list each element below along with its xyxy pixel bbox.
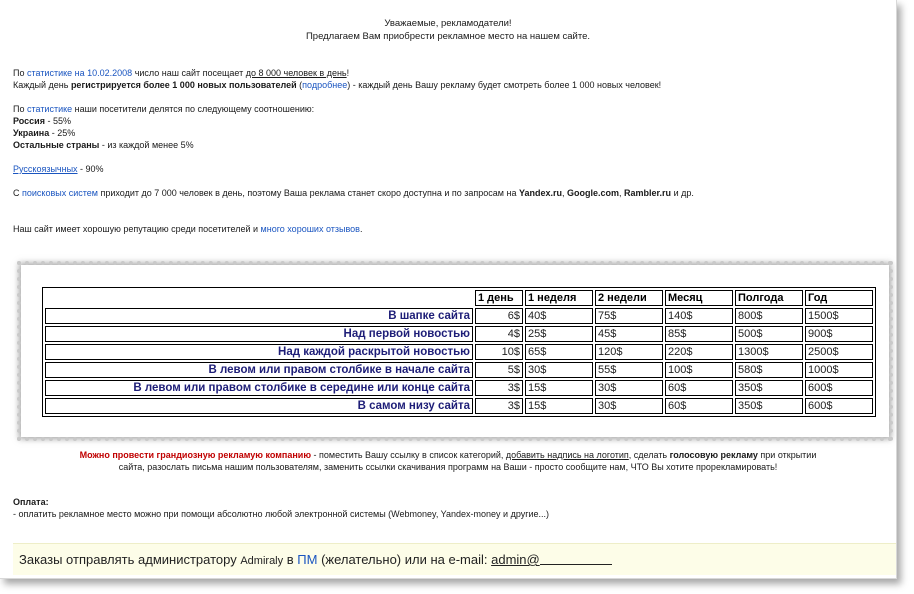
text: По xyxy=(13,104,27,114)
text: приходит до 7 000 человек в день, поэтому Ваша реклама станет скоро доступна и по запросам на xyxy=(97,188,519,198)
price-cell: 1300$ xyxy=(735,344,803,360)
campaign-line-1 xyxy=(0,449,896,461)
header-cell: Год xyxy=(805,290,873,306)
logo-caption-offer: добавить надпись на логотип xyxy=(505,450,629,460)
price-cell: 75$ xyxy=(595,308,663,324)
price-cell: 60$ xyxy=(665,380,733,396)
table-row xyxy=(45,344,873,360)
payment-heading: Оплата: xyxy=(13,497,49,507)
text: в xyxy=(283,552,298,567)
country-value: - из каждой менее 5% xyxy=(99,140,194,150)
text: . xyxy=(359,224,363,234)
statistics-link[interactable]: статистике xyxy=(26,104,73,114)
price-cell: 85$ xyxy=(665,326,733,342)
header-cell: 2 недели xyxy=(595,290,663,306)
admin-email[interactable]: admin@ xyxy=(491,552,540,567)
placement-name: В левом или правом столбике в начале сайта xyxy=(45,362,473,378)
yandex-name: Yandex.ru xyxy=(518,188,562,198)
text: и др. xyxy=(671,188,694,198)
price-table-header xyxy=(45,290,873,306)
text: - поместить Вашу ссылку в список категорий, xyxy=(311,450,506,460)
search-engines-link[interactable]: поисковых систем xyxy=(22,188,98,198)
payment-text: - оплатить рекламное место можно при помощи абсолютно любой электронной системы (Webmoney, Yandex-money и другие...) xyxy=(13,509,550,519)
reputation-line xyxy=(13,223,362,235)
statistics-date-link[interactable]: статистике на 10.02.2008 xyxy=(26,68,133,78)
country-label: Остальные страны xyxy=(13,140,100,150)
placement-name: В самом низу сайта xyxy=(45,398,473,414)
table-row xyxy=(45,380,873,396)
table-row xyxy=(45,308,873,324)
price-cell: 1500$ xyxy=(805,308,873,324)
search-engines-line xyxy=(13,187,694,199)
price-cell: 60$ xyxy=(665,398,733,414)
text: ( xyxy=(296,80,303,90)
reviews-link[interactable]: много хороших отзывов xyxy=(260,224,360,234)
country-label: Украина xyxy=(13,128,50,138)
russian-speaking xyxy=(13,163,104,175)
table-row xyxy=(45,398,873,414)
placement-name: Над каждой раскрытой новостью xyxy=(45,344,473,360)
orders-footer xyxy=(13,543,897,575)
russian-speaking-link[interactable]: Русскоязычных xyxy=(13,164,78,174)
price-cell: 100$ xyxy=(665,362,733,378)
placement-name: В левом или правом столбике в середине или конце сайта xyxy=(45,380,473,396)
text: , сделать xyxy=(628,450,670,460)
header-cell: Месяц xyxy=(665,290,733,306)
text: С xyxy=(13,188,22,198)
visitors-count: до 8 000 человек в день xyxy=(245,68,347,78)
price-cell: 40$ xyxy=(525,308,593,324)
price-cell: 15$ xyxy=(525,380,593,396)
rambler-name: Rambler.ru xyxy=(624,188,672,198)
text: наши посетители делятся по следующему соотношению: xyxy=(72,104,315,114)
price-cell: 30$ xyxy=(595,398,663,414)
text: - 90% xyxy=(77,164,104,174)
text: , xyxy=(561,188,567,198)
private-message-link[interactable]: ПМ xyxy=(297,552,318,567)
price-cell: 6$ xyxy=(475,308,523,324)
campaign-line-2: сайта, разослать письма нашим пользователям, заменить ссылки скачивания программ на Ваши - просто сообщите нам, ЧТО Вы хотите прорекламировать! xyxy=(118,462,778,472)
text: Заказы отправлять администратору xyxy=(19,552,241,567)
price-cell: 55$ xyxy=(595,362,663,378)
country-value: - 55% xyxy=(44,116,71,126)
text: , xyxy=(619,188,625,198)
email-redacted xyxy=(540,554,612,565)
price-cell: 800$ xyxy=(735,308,803,324)
text: Наш сайт имеет хорошую репутацию среди посетителей и xyxy=(13,224,261,234)
campaign-block xyxy=(0,449,896,473)
price-table xyxy=(42,287,876,417)
price-cell: 580$ xyxy=(735,362,803,378)
table-row xyxy=(45,362,873,378)
stats-line-2 xyxy=(13,79,661,91)
price-cell: 600$ xyxy=(805,380,873,396)
campaign-highlight: Можно провести грандиозную рекламую компанию xyxy=(79,450,312,460)
price-cell: 900$ xyxy=(805,326,873,342)
price-cell: 3$ xyxy=(475,398,523,414)
country-label: Россия xyxy=(13,116,45,126)
text: ! xyxy=(346,68,350,78)
registrations-bold: регистрируется более 1 000 новых пользователей xyxy=(70,80,297,90)
admin-username: Admiraly xyxy=(240,555,284,567)
voice-ad-bold: голосовую рекламу xyxy=(669,450,758,460)
placement-name: В шапке сайта xyxy=(45,308,473,324)
stats-line-1 xyxy=(13,67,349,79)
countries-intro xyxy=(13,103,314,115)
intro-greeting: Уважаемые, рекламодатели! xyxy=(384,18,512,29)
text: По xyxy=(13,68,27,78)
price-cell: 10$ xyxy=(475,344,523,360)
price-cell: 350$ xyxy=(735,398,803,414)
price-cell: 220$ xyxy=(665,344,733,360)
price-cell: 1000$ xyxy=(805,362,873,378)
price-cell: 120$ xyxy=(595,344,663,360)
table-row xyxy=(45,326,873,342)
more-details-link[interactable]: подробнее xyxy=(302,80,348,90)
placement-name: Над первой новостью xyxy=(45,326,473,342)
payment-title xyxy=(13,496,49,508)
price-cell: 2500$ xyxy=(805,344,873,360)
price-cell: 30$ xyxy=(525,362,593,378)
price-cell: 350$ xyxy=(735,380,803,396)
price-table-frame xyxy=(21,265,889,437)
text: число наш сайт посещает xyxy=(132,68,246,78)
country-value: - 25% xyxy=(49,128,76,138)
price-cell: 15$ xyxy=(525,398,593,414)
price-cell: 3$ xyxy=(475,380,523,396)
intro-offer: Предлагаем Вам приобрести рекламное место на нашем сайте. xyxy=(305,31,591,42)
header-cell: Полгода xyxy=(735,290,803,306)
price-cell: 4$ xyxy=(475,326,523,342)
price-cell: 65$ xyxy=(525,344,593,360)
price-cell: 600$ xyxy=(805,398,873,414)
price-cell: 5$ xyxy=(475,362,523,378)
price-cell: 45$ xyxy=(595,326,663,342)
country-russia xyxy=(13,115,71,127)
text: ) - каждый день Вашу рекламу будет смотреть более 1 000 новых человек! xyxy=(347,80,662,90)
text: Каждый день xyxy=(13,80,71,90)
price-cell: 500$ xyxy=(735,326,803,342)
intro-block xyxy=(0,17,896,43)
header-cell: 1 день xyxy=(475,290,523,306)
header-blank xyxy=(45,290,473,306)
country-ukraine xyxy=(13,127,75,139)
header-cell: 1 неделя xyxy=(525,290,593,306)
google-name: Google.com xyxy=(567,188,620,198)
text: (желательно) или на e-mail: xyxy=(317,552,492,567)
country-other xyxy=(13,139,194,151)
price-cell: 25$ xyxy=(525,326,593,342)
text: при открытии xyxy=(757,450,817,460)
price-cell: 140$ xyxy=(665,308,733,324)
price-cell: 30$ xyxy=(595,380,663,396)
